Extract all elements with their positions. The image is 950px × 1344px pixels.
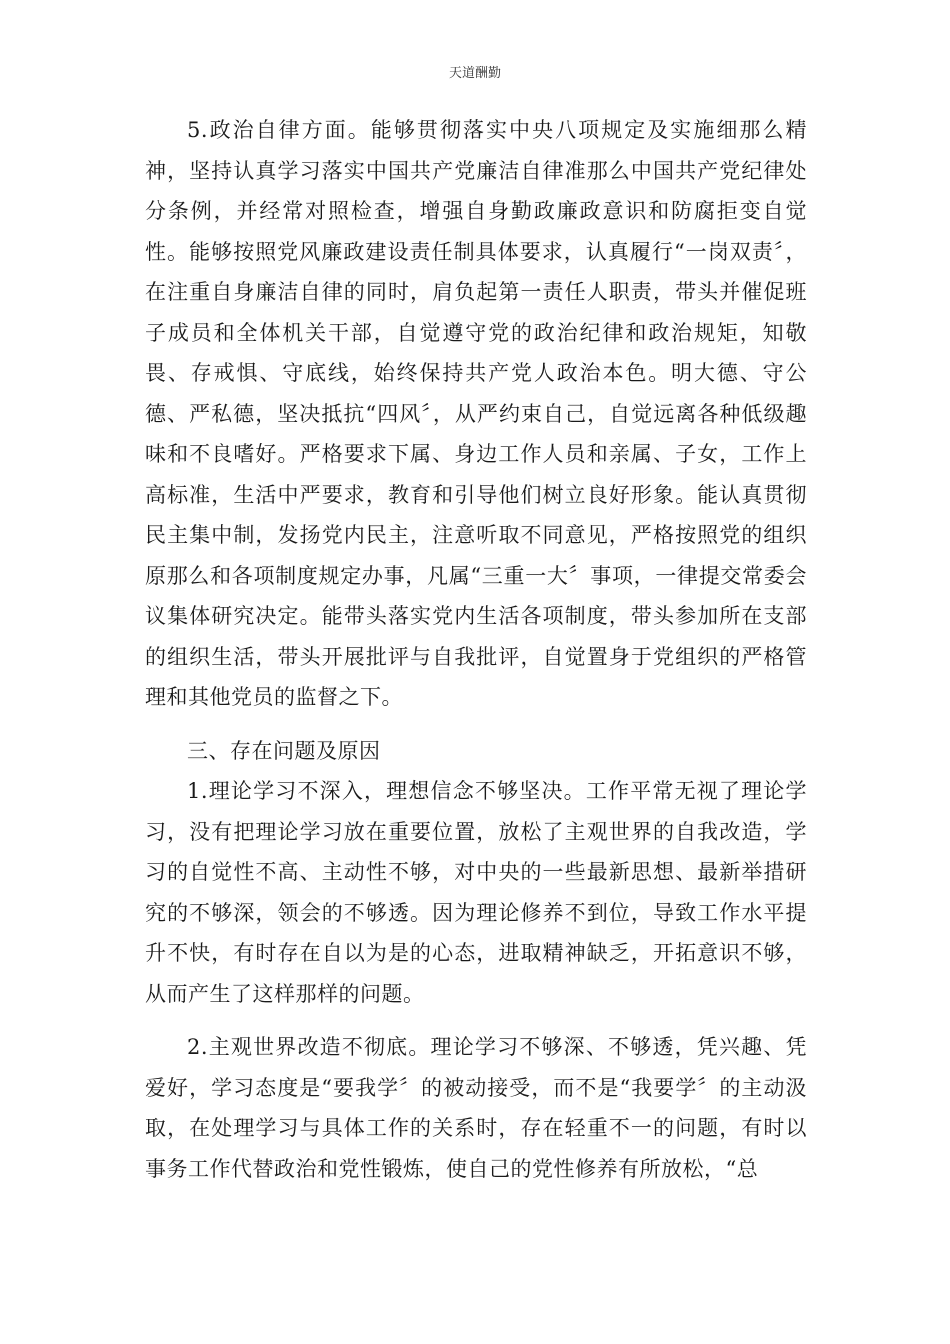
document-body — [145, 110, 807, 1189]
paragraph-subjective-world: 2.主观世界改造不彻底。理论学习不够深、不够透，凭兴趣、凭爱好，学习态度是“要我学〞的被动接受，而不是“我要学〞的主动汲取，在处理学习与具体工作的关系时，存在轻重不一的问题，有时以事务工作代替政治和党性锻炼，使自己的党性修养有所放松，“总 — [145, 1035, 807, 1181]
page-header: 天道酬勤 — [448, 66, 501, 81]
section-heading-problems: 三、存在问题及原因 — [187, 738, 381, 763]
paragraph-theory-study: 1.理论学习不深入，理想信念不够坚决。工作平常无视了理论学习，没有把理论学习放在重要位置，放松了主观世界的自我改造，学习的自觉性不高、主动性不够，对中央的一些最新思想、最新举措研究的不够深，领会的不够透。因为理论修养不到位，导致工作水平提升不快，有时存在自以为是的心态，进取精神缺乏，开拓意识不够，从而产生了这样那样的问题。 — [145, 779, 807, 1006]
paragraph-political-discipline: 5.政治自律方面。能够贯彻落实中央八项规定及实施细那么精神，坚持认真学习落实中国共产党廉洁自律准那么中国共产党纪律处分条例，并经常对照检查，增强自身勤政廉政意识和防腐拒变自觉性。能够按照党风廉政建设责任制具体要求，认真履行“一岗双责〞，在注重自身廉洁自律的同时，肩负起第一责任人职责，带头并催促班子成员和全体机关干部，自觉遵守党的政治纪律和政治规矩，知敬畏、存戒惧、守底线，始终保持共产党人政治本色。明大德、守公德、严私德，坚决抵抗“四风〞，从严约束自己，自觉远离各种低级趣味和不良嗜好。严格要求下属、身边工作人员和亲属、子女，工作上高标准，生活中严要求，教育和引导他们树立良好形象。能认真贯彻民主集中制，发扬党内民主，注意听取不同意见，严格按照党的组织原那么和各项制度规定办事，凡属“三重一大〞事项，一律提交常委会议集体研究决定。能带头落实党内生活各项制度，带头参加所在支部的组织生活，带头开展批评与自我批评，自觉置身于党组织的严格管理和其他党员的监督之下。 — [145, 118, 807, 709]
